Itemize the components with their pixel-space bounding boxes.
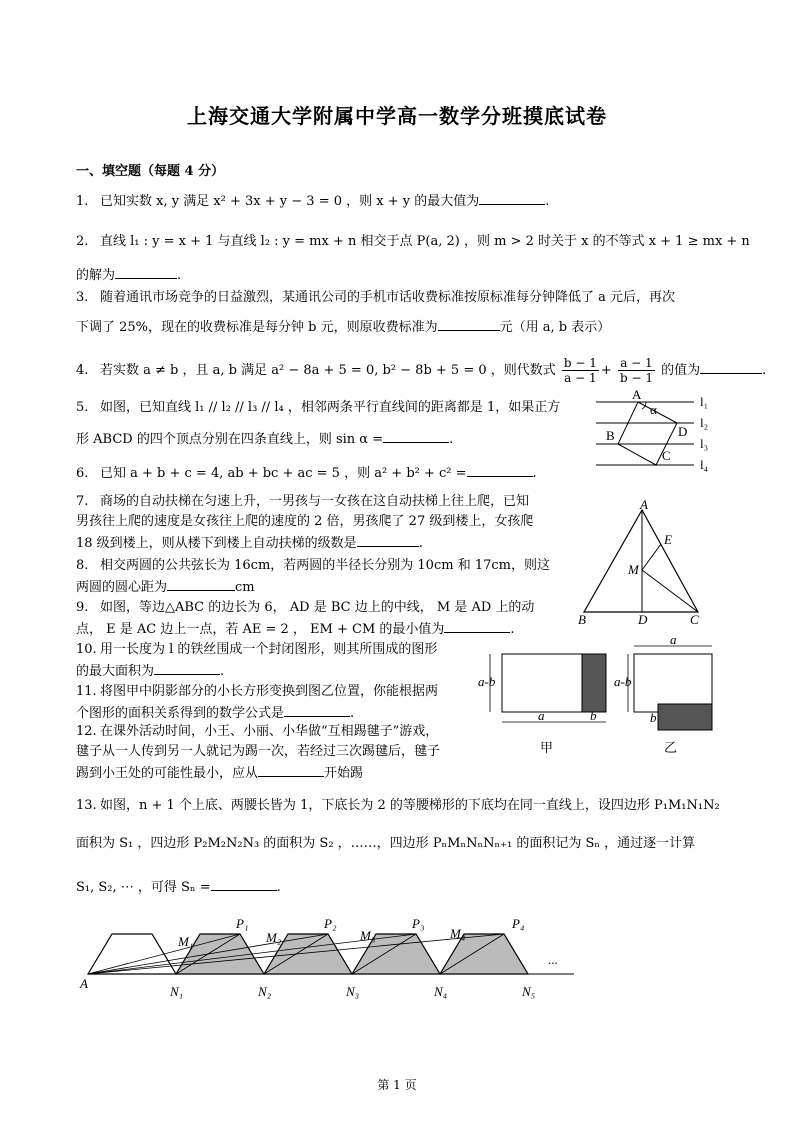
question-tail: 的值为 <box>661 363 701 378</box>
section-heading: 一、填空题（每题 4 分） <box>76 164 225 179</box>
question-text: 随着通讯市场竞争的日益激烈，某通讯公司的手机市话收费标准按原标准每分钟降低了 a 元后，再次 <box>100 290 676 305</box>
label-ellipsis: ... <box>548 952 558 967</box>
label-l1: l₁ <box>700 394 709 409</box>
label-p1: P₁ <box>236 916 249 931</box>
label-alpha: α <box>650 402 657 417</box>
question-7: 7. 商场的自动扶梯在匀速上升，一男孩与一女孩在这自动扶梯上往上爬，已知 男孩往上爬的速度是女孩往上爬的速度的 2 倍，男孩爬了 27 级到楼上，女孩爬 18 级到楼上，则从楼下到楼上自动扶梯的级数是 . <box>76 494 534 551</box>
question-number: 8. <box>76 558 89 573</box>
question-text: 相交两圆的公共弦长为 16cm，若两圆的半径长分别为 10cm 和 17cm，则这 <box>100 558 550 573</box>
question-text: 用一长度为 l 的铁丝围成一个封闭图形，则其所围成的图形 <box>100 642 438 657</box>
answer-blank[interactable] <box>438 316 500 331</box>
label-a: A <box>640 500 648 512</box>
label-c: C <box>690 612 699 627</box>
question-2 <box>76 232 750 252</box>
label-n4: N₄ <box>434 984 448 999</box>
question-text: S₁, S₂, ⋯ ，可得 Sₙ = <box>76 880 211 895</box>
question-text: 点， E 是 AC 边上一点，若 AE = 2 ， EM + CM 的最小值为 <box>76 622 445 637</box>
question-tail: . <box>532 466 537 481</box>
answer-blank[interactable] <box>444 618 510 633</box>
page-title: 上海交通大学附属中学高一数学分班摸底试卷 <box>187 104 607 128</box>
question-10: 10. 用一长度为 l 的铁丝围成一个封闭图形，则其所围成的图形 的最大面积为 . <box>76 642 438 679</box>
label-d: D <box>678 424 688 439</box>
label-b: B <box>578 612 586 627</box>
answer-blank[interactable] <box>357 532 419 547</box>
label-m2: M₂ <box>266 930 282 945</box>
question-number: 9. <box>76 600 89 615</box>
question-12: 12. 在课外活动时间，小王、小丽、小华做“互相踢毽子”游戏， 毽子从一人传到另一人就记为踢一次，若经过三次踢毽后，毽子 踢到小王处的可能性最小，应从 开始踢 <box>76 724 441 781</box>
label-b-yi: b <box>650 710 657 725</box>
label-m: M <box>628 562 639 577</box>
question-text: 个图形的面积关系得到的数学公式是 <box>76 706 285 721</box>
question-number: 12. <box>76 724 97 739</box>
question-number: 13. <box>76 798 97 813</box>
question-13-line2 <box>76 834 695 854</box>
question-13 <box>76 796 746 816</box>
segment-em <box>642 544 661 570</box>
question-text: 两圆的圆心距为 <box>76 580 168 595</box>
label-c: C <box>662 448 671 463</box>
answer-blank[interactable] <box>383 428 449 443</box>
question-number: 11. <box>76 684 97 699</box>
question-text: 毽子从一人传到另一人就记为踢一次，若经过三次踢毽后，毽子 <box>76 744 441 759</box>
question-number: 7. <box>76 494 89 509</box>
figure-trapezoids <box>78 912 578 1004</box>
question-text: 下调了 25%，现在的收费标准是每分钟 b 元，则原收费标准为 <box>76 320 438 335</box>
label-amb-yi: a-b <box>614 674 632 689</box>
answer-blank[interactable] <box>167 576 235 591</box>
answer-blank[interactable] <box>115 264 177 279</box>
question-text: 面积为 S₁ ，四边形 P₂M₂N₂N₃ 的面积为 S₂ ，……，四边形 PₙMₙNₙNₙ₊₁ 的面积记为 Sₙ ，通过逐一计算 <box>76 836 696 851</box>
label-yi: 乙 <box>664 740 678 755</box>
question-text: 若实数 a ≠ b ，且 a, b 满足 a² − 8a + 5 = 0, b² − 8b + 5 = 0 ，则代数式 <box>100 363 556 378</box>
question-text: 在课外活动时间，小王、小丽、小华做“互相踢毽子”游戏， <box>100 724 439 739</box>
shaded-strip-jia <box>582 654 606 712</box>
answer-blank[interactable] <box>284 702 350 717</box>
label-m3: M₃ <box>360 928 376 943</box>
question-tail: . <box>545 194 550 209</box>
question-number: 5. <box>76 400 89 415</box>
question-text: 18 级到楼上，则从楼下到楼上自动扶梯的级数是 <box>76 536 357 551</box>
question-text: 已知 a + b + c = 4, ab + bc + ac = 5 ，则 a² + b² + c² = <box>100 466 467 481</box>
question-4: 4. 若实数 a ≠ b ，且 a, b 满足 a² − 8a + 5 = 0, b² − 8b + 5 = 0 ，则代数式 $\frac{b - 1}{a - 1}$ + $\frac{a - 1}{b - 1}$ 的值为 . <box>76 356 767 385</box>
triangle-abc <box>584 510 698 612</box>
shaded-strip-yi <box>658 704 712 730</box>
label-n5: N₅ <box>522 984 536 999</box>
label-l4: l₄ <box>700 457 709 472</box>
page-footer: 第 1 页 <box>377 1078 417 1092</box>
label-b: B <box>606 428 615 443</box>
answer-blank[interactable] <box>700 359 762 374</box>
label-a-yi: a <box>670 636 677 647</box>
label-a: A <box>80 976 88 991</box>
question-13-line3: S₁, S₂, ⋯ ，可得 Sₙ = . <box>76 876 281 898</box>
question-number: 3. <box>76 290 89 305</box>
answer-blank[interactable] <box>467 462 533 477</box>
label-d: D <box>638 612 648 627</box>
question-text: 将图甲中阴影部分的小长方形变换到图乙位置，你能根据两 <box>100 684 439 699</box>
figure-parallel-lines-square <box>594 388 718 474</box>
question-2-line2 <box>76 264 181 286</box>
label-n2: N₂ <box>258 984 272 999</box>
question-text: 形 ABCD 的四个顶点分别在四条直线上，则 sin α = <box>76 432 384 447</box>
answer-blank[interactable] <box>258 762 324 777</box>
label-m4: M₄ <box>450 926 466 941</box>
question-1 <box>76 190 549 212</box>
question-number: 10. <box>76 642 97 657</box>
question-number: 1. <box>76 194 89 209</box>
label-n1: N₁ <box>170 984 184 999</box>
question-tail: 元（用 a, b 表示） <box>499 320 611 335</box>
question-text: 商场的自动扶梯在匀速上升，一男孩与一女孩在这自动扶梯上往上爬，已知 <box>100 494 530 509</box>
question-number: 6. <box>76 466 89 481</box>
answer-blank[interactable] <box>211 876 277 891</box>
label-p2: P₂ <box>324 916 337 931</box>
answer-blank[interactable] <box>479 190 545 205</box>
label-l2: l₂ <box>700 415 709 430</box>
label-a: A <box>632 388 642 402</box>
question-number: 4. <box>76 363 89 378</box>
question-text: 如图，等边△ABC 的边长为 6， AD 是 BC 边上的中线， M 是 AD 上的动 <box>100 600 535 615</box>
label-b-jia: b <box>590 708 597 723</box>
answer-blank[interactable] <box>154 660 220 675</box>
label-p4: P₄ <box>512 916 525 931</box>
question-text: 踢到小王处的可能性最小，应从 <box>76 766 259 781</box>
question-text: 直线 l₁ : y = x + 1 与直线 l₂ : y = mx + n 相交于点 P(a, 2) ，则 m > 2 时关于 x 的不等式 x + 1 ≥ mx + n <box>100 234 750 249</box>
figure-area-formula <box>478 636 722 760</box>
question-number: 2. <box>76 234 89 249</box>
fraction-2: $\frac{a - 1}{b - 1}$ <box>619 356 653 385</box>
question-text: 男孩往上爬的速度是女孩往上爬的速度的 2 倍，男孩爬了 27 级到楼上，女孩爬 <box>76 514 534 529</box>
fraction-1: $\frac{b - 1}{a - 1}$ <box>563 356 597 385</box>
question-3 <box>76 288 675 308</box>
label-l3: l₃ <box>700 436 709 451</box>
segment-mc <box>642 570 698 612</box>
question-9: 9. 如图，等边△ABC 的边长为 6， AD 是 BC 边上的中线， M 是 AD 上的动 点， E 是 AC 边上一点，若 AE = 2 ， EM + CM 的最小值为 . <box>76 600 535 637</box>
question-3-line2 <box>76 316 610 338</box>
question-text: 如图，已知直线 l₁ // l₂ // l₃ // l₄ ，相邻两条平行直线间的距离都是 1，如果正方 <box>100 400 561 415</box>
question-tail: . <box>449 432 454 447</box>
question-5-line2 <box>76 428 453 450</box>
label-amb-jia: a-b <box>478 674 496 689</box>
question-6 <box>76 462 537 484</box>
question-text: 的解为 <box>76 268 116 283</box>
question-tail: . <box>177 268 182 283</box>
question-text: 已知实数 x, y 满足 x² + 3x + y − 3 = 0 ，则 x + y 的最大值为 <box>100 194 480 209</box>
question-text: 的最大面积为 <box>76 664 155 679</box>
label-n3: N₃ <box>346 984 360 999</box>
label-m1: M₁ <box>178 934 194 949</box>
label-p3: P₃ <box>412 916 425 931</box>
label-e: E <box>664 532 672 547</box>
figure-equilateral-triangle <box>574 500 704 628</box>
label-a-jia: a <box>538 708 545 723</box>
label-jia: 甲 <box>540 740 554 755</box>
question-5 <box>76 398 586 418</box>
question-text: 如图，n + 1 个上底、两腰长皆为 1，下底长为 2 的等腰梯形的下底均在同一直线上，设四边形 P₁M₁N₁N₂ <box>100 798 720 813</box>
question-11: 11. 将图甲中阴影部分的小长方形变换到图乙位置，你能根据两 个图形的面积关系得到的数学公式是 . <box>76 684 439 721</box>
question-8: 8. 相交两圆的公共弦长为 16cm，若两圆的半径长分别为 10cm 和 17cm，则这 两圆的圆心距为 cm <box>76 558 550 595</box>
rect-yi <box>634 654 712 712</box>
